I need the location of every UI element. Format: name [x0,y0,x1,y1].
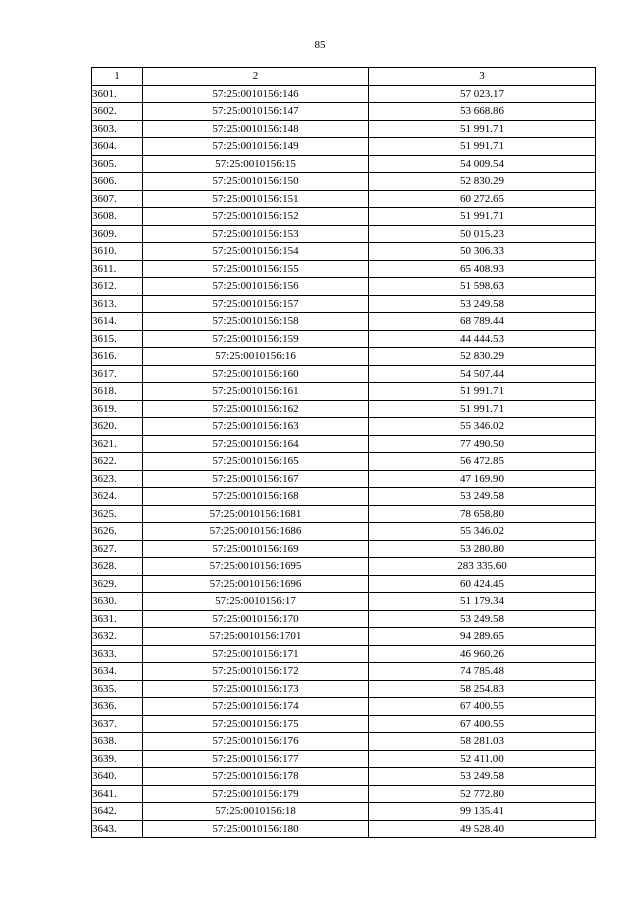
table-row [92,610,596,628]
cadastral-value-cell: 51 991.71 [369,383,596,401]
table-row [92,803,596,821]
row-number-cell: 3630. [92,593,143,611]
cadastral-value-cell: 55 346.02 [369,523,596,541]
cadastral-value-cell: 56 472.85 [369,453,596,471]
table-row [92,785,596,803]
cadastral-value-cell: 51 991.71 [369,400,596,418]
cadastral-value-cell: 283 335.60 [369,558,596,576]
table-header [92,68,596,86]
cadastral-value-cell: 49 528.40 [369,820,596,838]
table-row [92,523,596,541]
row-number-cell: 3609. [92,225,143,243]
row-number-cell: 3619. [92,400,143,418]
cadastral-number-cell: 57:25:0010156:171 [143,645,369,663]
cadastral-value-cell: 47 169.90 [369,470,596,488]
cadastral-number-cell: 57:25:0010156:169 [143,540,369,558]
cadastral-number-cell: 57:25:0010156:160 [143,365,369,383]
table-row [92,505,596,523]
row-number-cell: 3621. [92,435,143,453]
cadastral-value-cell: 51 991.71 [369,208,596,226]
table-row [92,348,596,366]
table-row [92,85,596,103]
row-number-cell: 3612. [92,278,143,296]
table-row [92,383,596,401]
table-row [92,278,596,296]
table-row [92,120,596,138]
row-number-cell: 3637. [92,715,143,733]
cadastral-value-cell: 99 135.41 [369,803,596,821]
table-row [92,418,596,436]
cadastral-number-cell: 57:25:0010156:1701 [143,628,369,646]
row-number-cell: 3633. [92,645,143,663]
cadastral-value-cell: 50 306.33 [369,243,596,261]
cadastral-value-cell: 53 249.58 [369,768,596,786]
cadastral-number-cell: 57:25:0010156:147 [143,103,369,121]
table-row [92,820,596,838]
row-number-cell: 3636. [92,698,143,716]
table-row [92,558,596,576]
header-col-2: 2 [143,68,369,86]
cadastral-value-cell: 58 281.03 [369,733,596,751]
table-row [92,103,596,121]
cadastral-value-cell: 53 249.58 [369,295,596,313]
cadastral-number-cell: 57:25:0010156:158 [143,313,369,331]
table-row [92,453,596,471]
row-number-cell: 3604. [92,138,143,156]
cadastral-value-cell: 67 400.55 [369,698,596,716]
cadastral-number-cell: 57:25:0010156:180 [143,820,369,838]
table-row [92,628,596,646]
row-number-cell: 3627. [92,540,143,558]
cadastral-value-cell: 74 785.48 [369,663,596,681]
cadastral-number-cell: 57:25:0010156:148 [143,120,369,138]
row-number-cell: 3618. [92,383,143,401]
cadastral-number-cell: 57:25:0010156:16 [143,348,369,366]
row-number-cell: 3613. [92,295,143,313]
page-number: 85 [314,39,326,51]
cadastral-number-cell: 57:25:0010156:151 [143,190,369,208]
cadastral-value-cell: 50 015.23 [369,225,596,243]
row-number-cell: 3603. [92,120,143,138]
cadastral-number-cell: 57:25:0010156:176 [143,733,369,751]
table-row [92,435,596,453]
table-body [92,85,596,838]
row-number-cell: 3623. [92,470,143,488]
cadastral-number-cell: 57:25:0010156:153 [143,225,369,243]
table-row [92,260,596,278]
table-row [92,138,596,156]
header-col-3: 3 [369,68,596,86]
cadastral-number-cell: 57:25:0010156:161 [143,383,369,401]
cadastral-number-cell: 57:25:0010156:177 [143,750,369,768]
row-number-cell: 3638. [92,733,143,751]
header-row [92,68,596,86]
header-col-1: 1 [92,68,143,86]
row-number-cell: 3625. [92,505,143,523]
cadastral-number-cell: 57:25:0010156:1686 [143,523,369,541]
table-row [92,698,596,716]
cadastral-value-cell: 78 658.80 [369,505,596,523]
cadastral-value-cell: 46 960.26 [369,645,596,663]
cadastral-number-cell: 57:25:0010156:162 [143,400,369,418]
cadastral-number-cell: 57:25:0010156:170 [143,610,369,628]
row-number-cell: 3639. [92,750,143,768]
cadastral-number-cell: 57:25:0010156:172 [143,663,369,681]
row-number-cell: 3643. [92,820,143,838]
table-row [92,365,596,383]
cadastral-value-cell: 94 289.65 [369,628,596,646]
cadastral-number-cell: 57:25:0010156:174 [143,698,369,716]
cadastral-value-cell: 67 400.55 [369,715,596,733]
row-number-cell: 3642. [92,803,143,821]
table-row [92,208,596,226]
table-row [92,593,596,611]
cadastral-number-cell: 57:25:0010156:155 [143,260,369,278]
table-row [92,243,596,261]
cadastral-value-cell: 65 408.93 [369,260,596,278]
table-row [92,663,596,681]
table-row [92,313,596,331]
table-row [92,190,596,208]
cadastral-value-cell: 52 830.29 [369,173,596,191]
row-number-cell: 3620. [92,418,143,436]
table-row [92,540,596,558]
cadastral-value-cell: 53 668.86 [369,103,596,121]
row-number-cell: 3634. [92,663,143,681]
table-row [92,470,596,488]
table-row [92,400,596,418]
table-row [92,715,596,733]
row-number-cell: 3610. [92,243,143,261]
cadastral-value-table [91,67,596,838]
cadastral-value-cell: 51 991.71 [369,138,596,156]
cadastral-value-cell: 54 507.44 [369,365,596,383]
cadastral-value-cell: 68 789.44 [369,313,596,331]
cadastral-number-cell: 57:25:0010156:175 [143,715,369,733]
table-row [92,155,596,173]
table-row [92,768,596,786]
cadastral-number-cell: 57:25:0010156:17 [143,593,369,611]
row-number-cell: 3614. [92,313,143,331]
cadastral-number-cell: 57:25:0010156:159 [143,330,369,348]
cadastral-number-cell: 57:25:0010156:149 [143,138,369,156]
cadastral-number-cell: 57:25:0010156:156 [143,278,369,296]
cadastral-number-cell: 57:25:0010156:163 [143,418,369,436]
row-number-cell: 3635. [92,680,143,698]
cadastral-number-cell: 57:25:0010156:152 [143,208,369,226]
row-number-cell: 3631. [92,610,143,628]
row-number-cell: 3632. [92,628,143,646]
table-row [92,488,596,506]
cadastral-number-cell: 57:25:0010156:15 [143,155,369,173]
cadastral-value-cell: 57 023.17 [369,85,596,103]
row-number-cell: 3617. [92,365,143,383]
row-number-cell: 3601. [92,85,143,103]
cadastral-value-cell: 51 179.34 [369,593,596,611]
table-row [92,295,596,313]
cadastral-value-cell: 52 411.00 [369,750,596,768]
table-row [92,750,596,768]
row-number-cell: 3606. [92,173,143,191]
row-number-cell: 3628. [92,558,143,576]
row-number-cell: 3626. [92,523,143,541]
cadastral-number-cell: 57:25:0010156:157 [143,295,369,313]
table-row [92,575,596,593]
row-number-cell: 3602. [92,103,143,121]
row-number-cell: 3641. [92,785,143,803]
cadastral-number-cell: 57:25:0010156:179 [143,785,369,803]
cadastral-value-cell: 60 424.45 [369,575,596,593]
cadastral-number-cell: 57:25:0010156:1696 [143,575,369,593]
cadastral-value-cell: 54 009.54 [369,155,596,173]
table-row [92,225,596,243]
row-number-cell: 3616. [92,348,143,366]
row-number-cell: 3629. [92,575,143,593]
cadastral-number-cell: 57:25:0010156:154 [143,243,369,261]
row-number-cell: 3611. [92,260,143,278]
cadastral-number-cell: 57:25:0010156:173 [143,680,369,698]
cadastral-value-cell: 60 272.65 [369,190,596,208]
row-number-cell: 3624. [92,488,143,506]
cadastral-value-cell: 53 249.58 [369,610,596,628]
cadastral-value-cell: 52 830.29 [369,348,596,366]
cadastral-number-cell: 57:25:0010156:178 [143,768,369,786]
row-number-cell: 3622. [92,453,143,471]
cadastral-value-cell: 51 991.71 [369,120,596,138]
cadastral-value-cell: 77 490.50 [369,435,596,453]
row-number-cell: 3615. [92,330,143,348]
row-number-cell: 3605. [92,155,143,173]
cadastral-number-cell: 57:25:0010156:150 [143,173,369,191]
cadastral-value-cell: 44 444.53 [369,330,596,348]
table-row [92,645,596,663]
cadastral-number-cell: 57:25:0010156:18 [143,803,369,821]
cadastral-number-cell: 57:25:0010156:165 [143,453,369,471]
row-number-cell: 3608. [92,208,143,226]
table-row [92,173,596,191]
cadastral-number-cell: 57:25:0010156:1695 [143,558,369,576]
cadastral-value-cell: 52 772.80 [369,785,596,803]
cadastral-value-cell: 53 249.58 [369,488,596,506]
cadastral-value-cell: 51 598.63 [369,278,596,296]
cadastral-number-cell: 57:25:0010156:167 [143,470,369,488]
cadastral-number-cell: 57:25:0010156:1681 [143,505,369,523]
cadastral-value-cell: 53 280.80 [369,540,596,558]
row-number-cell: 3607. [92,190,143,208]
table-row [92,733,596,751]
cadastral-number-cell: 57:25:0010156:164 [143,435,369,453]
row-number-cell: 3640. [92,768,143,786]
cadastral-number-cell: 57:25:0010156:146 [143,85,369,103]
cadastral-value-cell: 55 346.02 [369,418,596,436]
cadastral-value-cell: 58 254.83 [369,680,596,698]
table-row [92,680,596,698]
cadastral-number-cell: 57:25:0010156:168 [143,488,369,506]
table-row [92,330,596,348]
